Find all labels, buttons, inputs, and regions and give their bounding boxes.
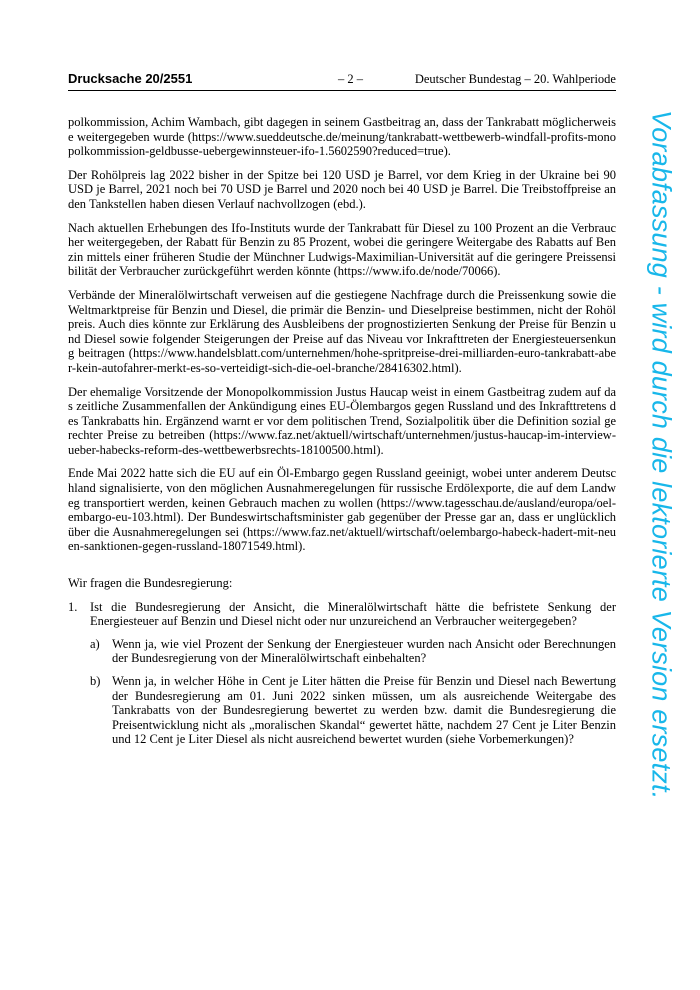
body-paragraph: polkommission, Achim Wambach, gibt dagegen in seinem Gastbeitrag an, dass der Tankrabatt möglicherweise weitergegeben wurde (https://www.sueddeutsche.de/meinung/tankrabatt-wettbewerb-windfall-profits-monopolkommission-geldbusse-uebergewinnsteuer-ifo-1.5602590?reduced=true). xyxy=(68,115,616,159)
document-body xyxy=(68,115,616,755)
sub-question-text: Wenn ja, in welcher Höhe in Cent je Liter hätten die Preise für Benzin und Diesel nach Bewertung der Bundesregierung am 01. Juni 2022 sinken müssen, um als ausreichende Weitergabe des Tankrabatts von der Bundesregierung bewertet zu werden bzw. damit die Bundesregierung die Preisentwicklung nicht als „moralischen Skandal“ gewertet hätte, nachdem 27 Cent je Liter Benzin und 12 Cent je Liter Diesel als nicht ausreichend bewertet wurden (siehe Vorbemerkungen)? xyxy=(112,674,616,747)
body-paragraph: Ende Mai 2022 hatte sich die EU auf ein Öl-Embargo gegen Russland geeinigt, wobei unter anderem Deutschland signalisierte, von den möglichen Ausnahmeregelungen für russische Erdölexporte, die auf dem Landweg transportiert werden, keinen Gebrauch machen zu wollen (https://www.tagesschau.de/ausland/europa/oel-embargo-eu-103.html). Der Bundeswirtschaftsminister gab gegenüber der Presse gar an, dass er unglücklich über die Ausnahmeregelungen sei (https://www.faz.net/aktuell/wirtschaft/oelembargo-habeck-hadert-mit-neuen-sanktionen-gegen-russland-18071549.html). xyxy=(68,466,616,554)
body-paragraph: Der Rohölpreis lag 2022 bisher in der Spitze bei 120 USD je Barrel, vor dem Krieg in der Ukraine bei 90 USD je Barrel, 2021 noch bei 70 USD je Barrel und 2020 noch bei 40 USD je Barrel. Die Treibstoffpreise an den Tankstellen haben diesen Verlauf nachvollzogen (ebd.). xyxy=(68,167,616,211)
parliament-period: Deutscher Bundestag – 20. Wahlperiode xyxy=(414,72,616,86)
page-number: – 2 – xyxy=(338,72,363,86)
document-number: Drucksache 20/2551 xyxy=(68,71,193,86)
question-number: 1. xyxy=(68,599,78,614)
sub-question-text: Wenn ja, wie viel Prozent der Senkung der Energiesteuer wurden nach Ansicht oder Berechnungen der Bundesregierung von der Mineralölwirtschaft einbehalten? xyxy=(112,636,616,666)
sub-question-item xyxy=(90,637,616,666)
body-paragraph: Der ehemalige Vorsitzende der Monopolkommission Justus Haucap weist in einem Gastbeitrag zudem auf das zeitliche Zusammenfallen der Ankündigung eines EU-Ölembargos gegen Russland und des Inkrafttretens des Tankrabatts hin. Ergänzend warnt er vor dem politischen Trend, Sozialpolitik über die Definition sozial gerechter Preise zu betreiben (https://www.faz.net/aktuell/wirtschaft/unternehmen/justus-haucap-im-interview-ueber-habecks-reform-des-wettbewerbsrechts-18100500.html). xyxy=(68,384,616,457)
body-paragraph: Verbände der Mineralölwirtschaft verweisen auf die gestiegene Nachfrage durch die Preissenkung sowie die Weltmarktpreise für Benzin und Diesel, die primär die Benzin- und Dieselpreise bestimmen, nicht der Rohölpreis. Auch dies könnte zur Erklärung des Ausbleibens der prognostizierten Senkung der Preise für Benzin und Diesel sowie folgender Steigerungen der Preise auf das Niveau vor Inkrafttreten der Energiesteuersenkung beitragen (https://www.handelsblatt.com/unternehmen/hohe-spritpreise-drei-milliarden-euro-tankrabatt-aber-kein-autofahrer-merkt-es-so-verteidigt-sich-die-oel-branche/28416302.html). xyxy=(68,287,616,375)
page-header xyxy=(68,70,616,91)
question-text: Ist die Bundesregierung der Ansicht, die Mineralölwirtschaft hätte die befristete Senkung der Energiesteuer auf Benzin und Diesel nicht oder nur unzureichend an Verbraucher weitergegeben? xyxy=(90,599,616,629)
sub-question-item xyxy=(90,674,616,747)
sub-question-label: a) xyxy=(90,636,100,651)
sub-question-label: b) xyxy=(90,674,101,688)
draft-watermark xyxy=(640,110,682,880)
questions-intro: Wir fragen die Bundesregierung: xyxy=(68,576,233,591)
body-paragraph: Nach aktuellen Erhebungen des Ifo-Instituts wurde der Tankrabatt für Diesel zu 100 Prozent an die Verbraucher weitergegeben, der Rabatt für Benzin zu 85 Prozent, wobei die geringere Weitergabe des Rabatts auf Benzin mittels einer früheren Studie der Münchner Ludwigs-Maximilian-Universität auf die geringere Preissensibilität der Verbraucher zurückgeführt werden könnte (https://www.ifo.de/node/70066). xyxy=(68,220,616,279)
watermark-text: Vorabfassung - wird durch die lektorierte Version ersetzt. xyxy=(646,110,677,800)
question-item xyxy=(68,600,616,629)
